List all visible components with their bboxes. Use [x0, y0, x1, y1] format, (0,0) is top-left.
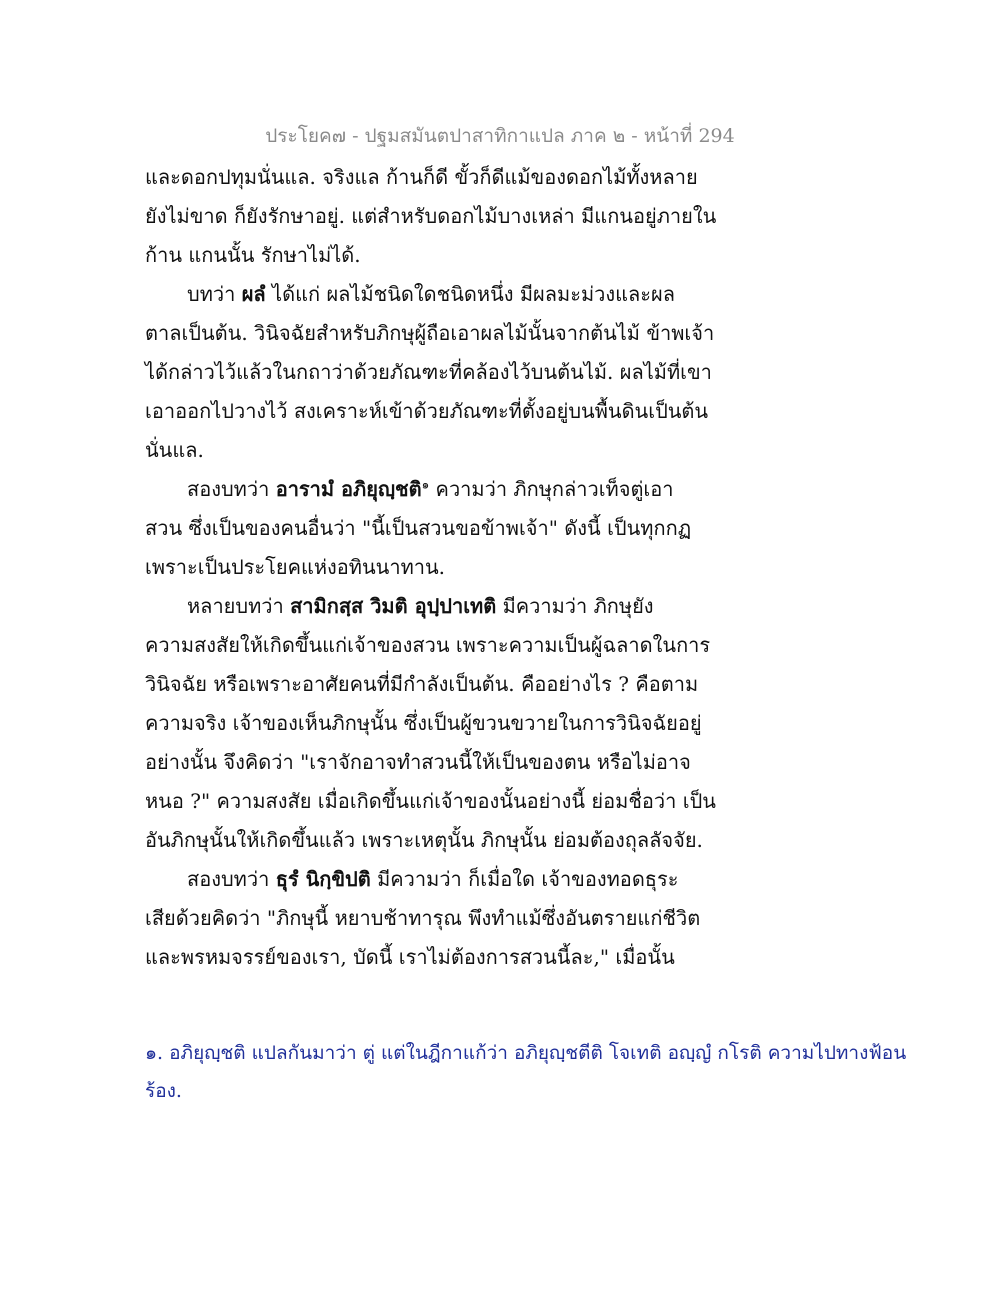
- text-line: [145, 470, 705, 509]
- footnote-line: ร้อง.: [145, 1080, 182, 1102]
- text-line: เสียด้วยคิดว่า "ภิกษุนี้ หยาบช้าทารุณ พึงทำแม้ซึ่งอันตรายแก่ชีวิต: [145, 906, 701, 930]
- footnote-marker: ๑: [421, 477, 430, 492]
- text-line: [145, 275, 705, 314]
- text-line: ได้กล่าวไว้แล้วในกถาว่าด้วยภัณฑะที่คล้องไว้บนต้นไม้. ผลไม้ที่เขา: [145, 360, 712, 384]
- paragraph: [145, 470, 705, 587]
- text: หลายบทว่า: [187, 594, 291, 618]
- text-line: อันภิกษุนั้นให้เกิดขึ้นแล้ว เพราะเหตุนั้น ภิกษุนั้น ย่อมต้องถุลลัจจัย.: [145, 828, 703, 852]
- text-line: หนอ ?" ความสงสัย เมื่อเกิดขึ้นแก่เจ้าของนั้นอย่างนี้ ย่อมชื่อว่า เป็น: [145, 789, 716, 813]
- pali-term: ผลํ: [241, 282, 266, 306]
- text-line: ก้าน แกนนั้น รักษาไม่ได้.: [145, 243, 361, 267]
- text: สองบทว่า: [187, 477, 276, 501]
- pali-term: สามิกสฺส วิมติ อุปฺปาเทติ: [290, 594, 497, 618]
- pali-term: อารามํ อภิยุญฺชติ: [275, 477, 422, 501]
- text-line: เพราะเป็นประโยคแห่งอทินนาทาน.: [145, 555, 446, 579]
- text-line: [145, 860, 705, 899]
- text-line: และดอกปทุมนั่นแล. จริงแล ก้านก็ดี ขั้วก็ดีแม้ของดอกไม้ทั้งหลาย: [145, 165, 698, 189]
- paragraph: [145, 860, 705, 977]
- text-line: เอาออกไปวางไว้ สงเคราะห์เข้าด้วยภัณฑะที่ตั้งอยู่บนพื้นดินเป็นต้น: [145, 399, 709, 423]
- text: สองบทว่า: [187, 867, 276, 891]
- text-line: นั่นแล.: [145, 438, 204, 462]
- text-line: อย่างนั้น จึงคิดว่า "เราจักอาจทำสวนนี้ให้เป็นของตน หรือไม่อาจ: [145, 750, 691, 774]
- text: มีความว่า ก็เมื่อใด เจ้าของทอดธุระ: [370, 867, 679, 891]
- text: ได้แก่ ผลไม้ชนิดใดชนิดหนึ่ง มีผลมะม่วงและผล: [265, 282, 675, 306]
- text-line: ตาลเป็นต้น. วินิจฉัยสำหรับภิกษุผู้ถือเอาผลไม้นั้นจากต้นไม้ ข้าพเจ้า: [145, 321, 715, 345]
- text-line: ความสงสัยให้เกิดขึ้นแก่เจ้าของสวน เพราะความเป็นผู้ฉลาดในการ: [145, 633, 711, 657]
- page-header: ประโยค๗ - ปฐมสมันตปาสาทิกาแปล ภาค ๒ - หน้าที่ 294: [265, 125, 735, 147]
- footnote-line: ๑. อภิยุญฺชติ แปลกันมาว่า ตู่ แต่ในฎีกาแก้ว่า อภิยุญฺชตีติ โจเทติ อญฺญํ กโรติ ความไปทางฟ้อน: [145, 1042, 907, 1064]
- paragraph: [145, 587, 716, 860]
- text-line: ความจริง เจ้าของเห็นภิกษุนั้น ซึ่งเป็นผู้ขวนขวายในการวินิจฉัยอยู่: [145, 711, 702, 735]
- text: ความว่า ภิกษุกล่าวเท็จตู่เอา: [429, 477, 674, 501]
- paragraph: [145, 275, 715, 470]
- pali-term: ธุรํ นิกฺขิปติ: [275, 867, 371, 891]
- body-text: [145, 158, 717, 977]
- text-line: สวน ซึ่งเป็นของคนอื่นว่า "นี้เป็นสวนขอข้าพเจ้า" ดังนี้ เป็นทุกกฏ: [145, 516, 692, 540]
- footnote: [145, 1034, 907, 1110]
- text-line: วินิจฉัย หรือเพราะอาศัยคนที่มีกำลังเป็นต้น. คืออย่างไร ? คือตาม: [145, 672, 699, 696]
- text: บทว่า: [187, 282, 242, 306]
- text: มีความว่า ภิกษุยัง: [496, 594, 654, 618]
- paragraph: [145, 158, 717, 275]
- text-line: ยังไม่ขาด ก็ยังรักษาอยู่. แต่สำหรับดอกไม้บางเหล่า มีแกนอยู่ภายใน: [145, 204, 717, 228]
- text-line: และพรหมจรรย์ของเรา, บัดนี้ เราไม่ต้องการสวนนี้ละ," เมื่อนั้น: [145, 945, 675, 969]
- text-line: [145, 587, 705, 626]
